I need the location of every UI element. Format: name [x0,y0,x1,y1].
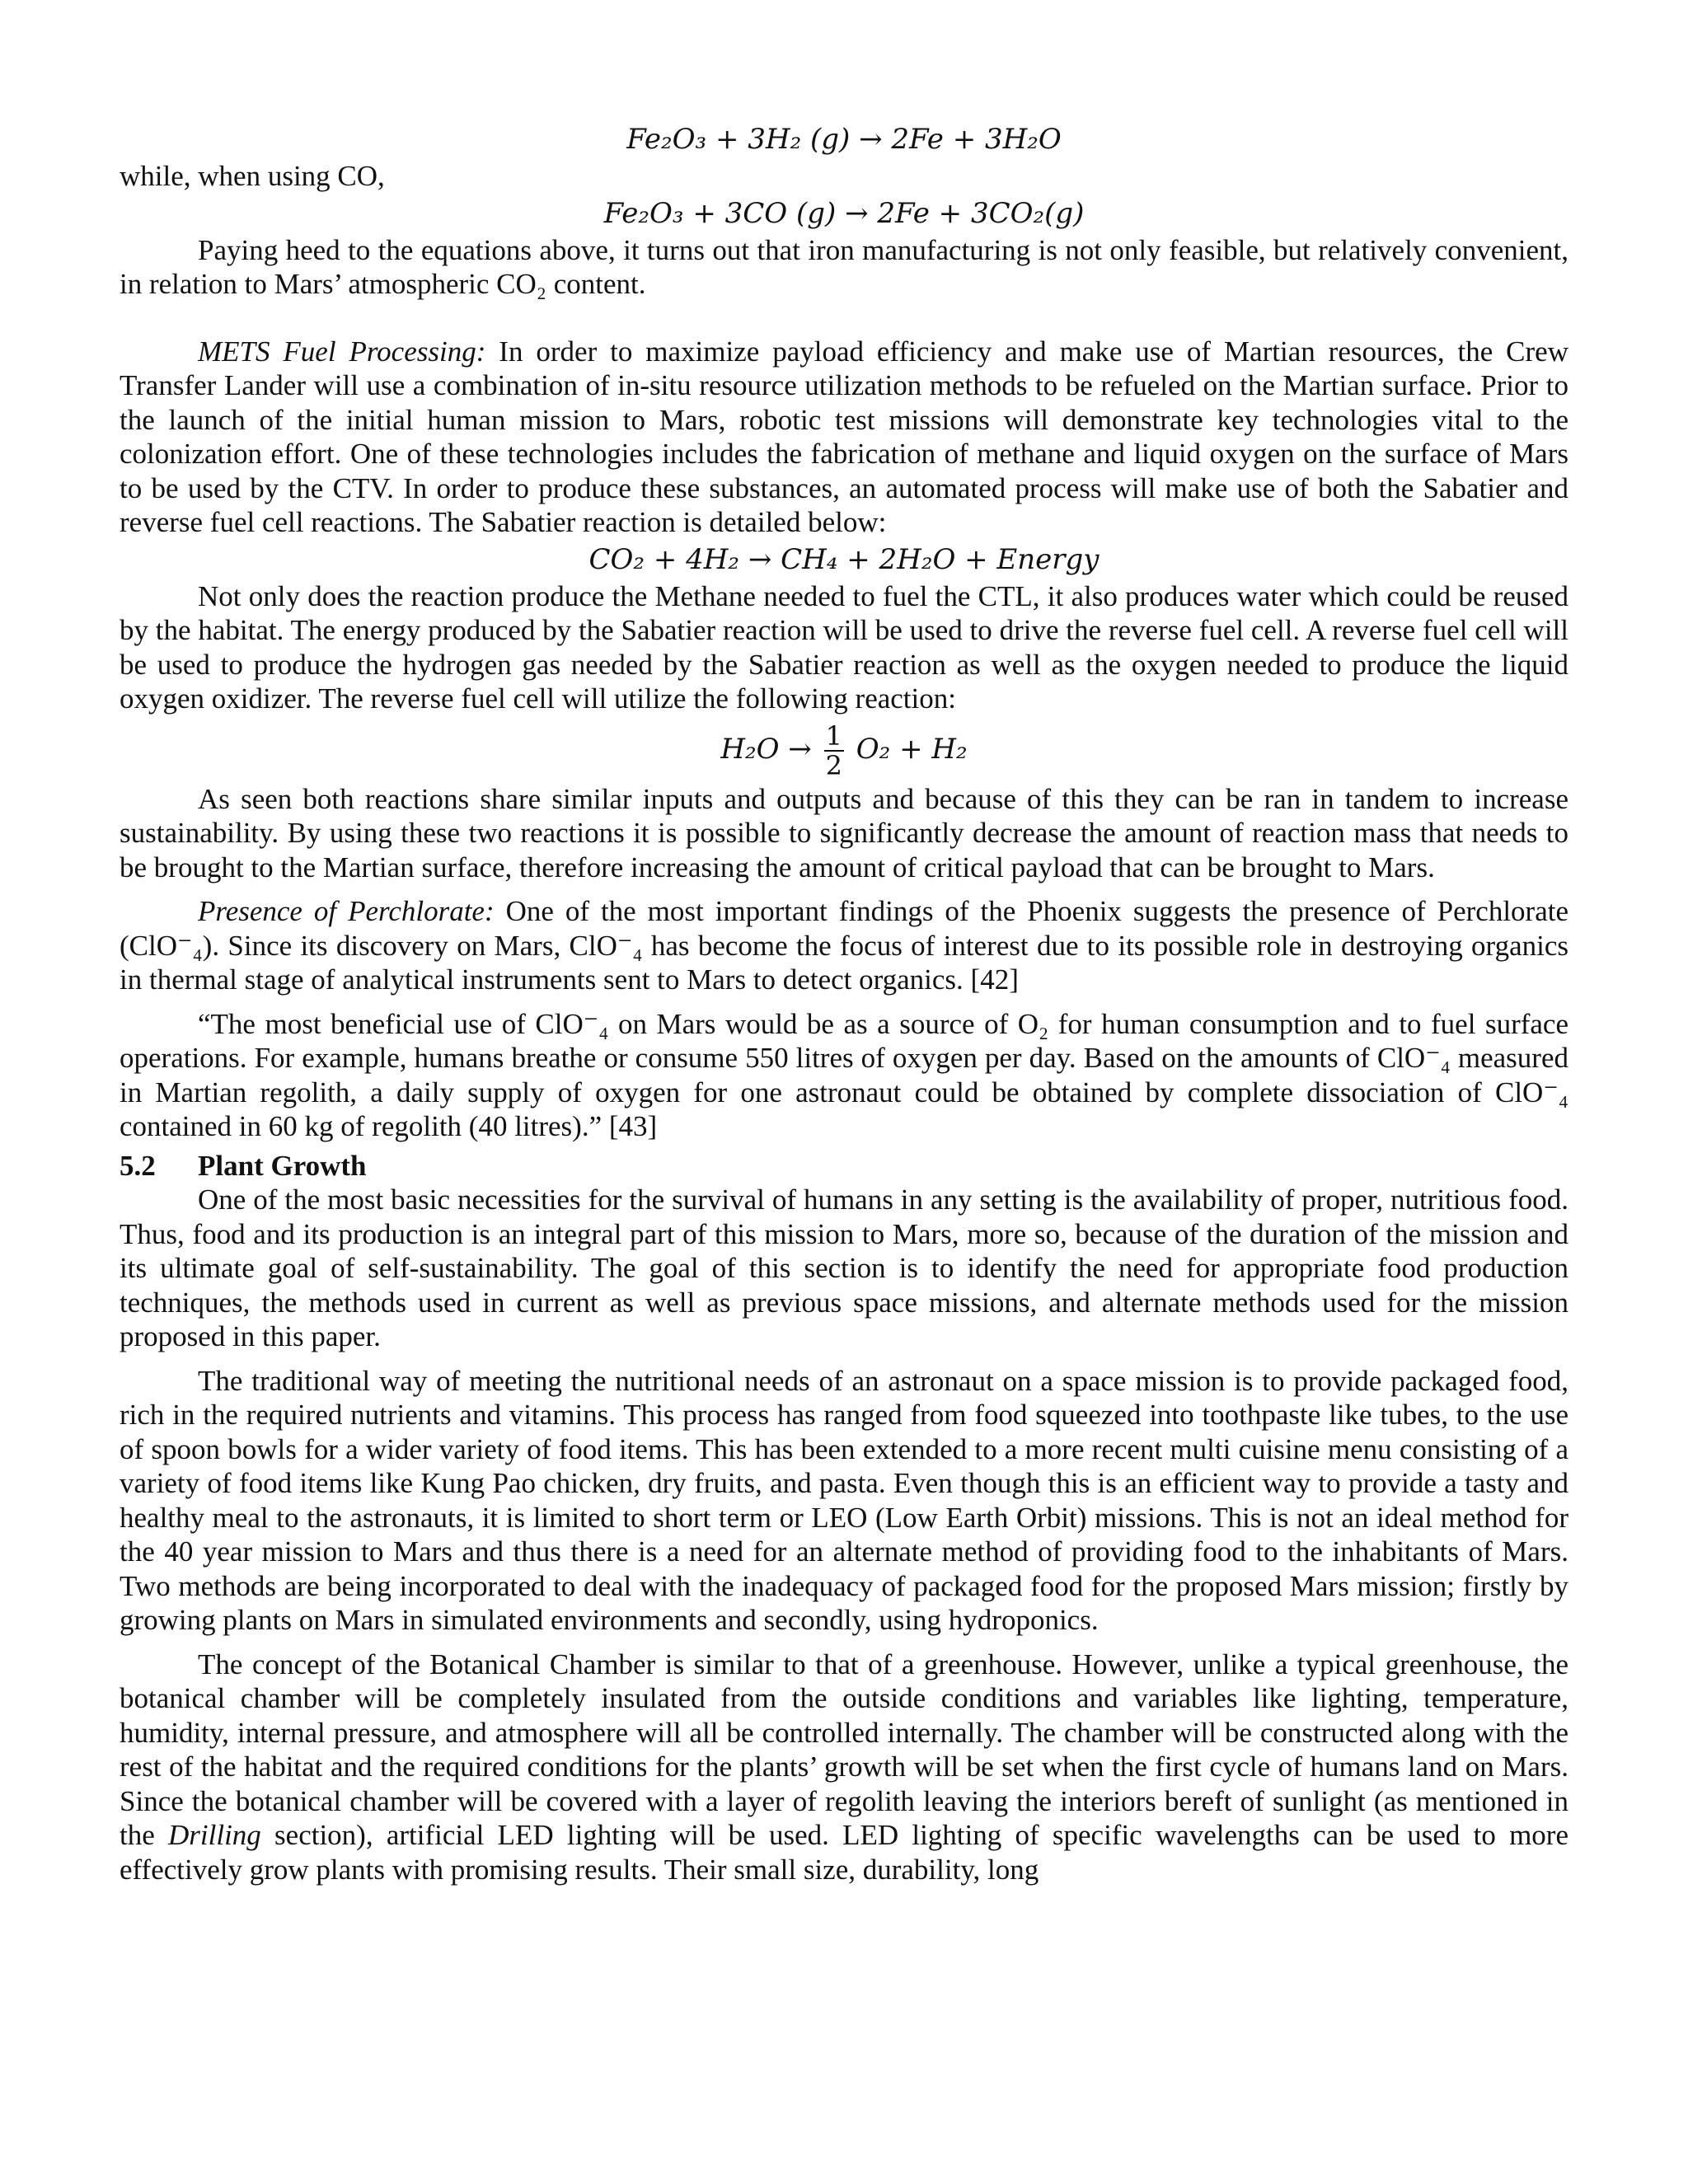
botanical-text-a: The concept of the Botanical Chamber is similar to that of a greenhouse. However, unlike a typical greenhouse, the botanical chamber will be completely insulated from the outside conditions and variables like lighting, temperature, humidity, internal pressure, and atmosphere will all be controlled internally. The chamber will be constructed along with the rest of the habitat and the required conditions for the plants’ growth will be set when the first cycle of humans land on Mars. Since the botanical chamber will be covered with a layer of regolith leaving the interiors bereft of sunlight (as mentioned in the [120,1647,1568,1851]
paragraph-food-necessity: One of the most basic necessities for the survival of humans in any setting is the availability of proper, nutritious food. Thus, food and its production is an integral part of this mission to Mars, more so, because of the duration of the mission and its ultimate goal of self-sustainability. The goal of this section is to identify the need for appropriate food production techniques, the methods used in current as well as previous space missions, and alternate methods used for the mission proposed in this paper. [120,1183,1568,1352]
fraction-numerator: 1 [825,719,842,752]
fraction-one-half [824,719,844,781]
paragraph-iron-feasible: Paying heed to the equations above, it turns out that iron manufacturing is not only feasible, but relatively convenient, in relation to Mars’ atmospheric CO₂ content. [120,233,1568,300]
paragraph-tandem-reactions: As seen both reactions share similar inputs and outputs and because of this they can be ran in tandem to increase sustainability. By using these two reactions it is possible to significantly decrease the amount of reaction mass that needs to be brought to the Martian surface, therefore increasing the amount of critical payload that can be brought to Mars. [120,782,1568,883]
equation-right: O₂ + H₂ [856,732,968,766]
section-number: 5.2 [120,1149,156,1182]
equation-left: H₂O → [720,732,812,766]
perchlorate-label: Presence of Perchlorate: [198,895,495,927]
paragraph-packaged-food: The traditional way of meeting the nutritional needs of an astronaut on a space mission is to provide packaged food, rich in the required nutrients and vitamins. This process has ranged from food squeezed into toothpaste like tubes, to the use of spoon bowls for a wider variety of food items. This has been extended to a more recent multi cuisine menu consisting of a variety of food items like Kung Pao chicken, dry fruits, and pasta. Even though this is an efficient way to provide a tasty and healthy meal to the astronauts, it is limited to short term or LEO (Low Earth Orbit) missions. This is not an ideal method for the 40 year mission to Mars and thus there is a need for an alternate method of providing food to the inhabitants of Mars. Two methods are being incorporated to deal with the inadequacy of packaged food for the proposed Mars mission; firstly by growing plants on Mars in simulated environments and secondly, using hydroponics. [120,1364,1568,1636]
paragraph-while-co: while, when using CO, [120,160,385,192]
equation-reverse-fuel-cell [120,716,1568,782]
botanical-text-b: section), artificial LED lighting will be used. LED lighting of specific wavelengths can be used to more effectively grow plants with promising results. Their small size, durability, long [120,1819,1568,1886]
equation-iron-hydrogen: Fe₂O₃ + 3H₂ (g) → 2Fe + 3H₂O [626,123,1062,156]
equation-sabatier: CO₂ + 4H₂ → CH₄ + 2H₂O + Energy [588,542,1100,576]
drilling-reference: Drilling [168,1819,261,1851]
paragraph-mets-fuel [120,335,1568,540]
section-heading [120,1149,1568,1183]
equation-iron-co: Fe₂O₃ + 3CO (g) → 2Fe + 3CO₂(g) [603,196,1085,230]
mets-fuel-label: METS Fuel Processing: [198,335,486,368]
perchlorate-text: One of the most important findings of the Phoenix suggests the presence of Perchlorate (ClO⁻₄). Since its discovery on Mars, ClO⁻₄ has become the focus of interest due to its possible role in destroying organics in thermal stage of analytical instruments sent to Mars to detect organics. [42] [120,895,1568,996]
paragraph-botanical-chamber [120,1647,1568,1887]
paragraph-perchlorate [120,894,1568,997]
section-title: Plant Growth [198,1149,367,1182]
paragraph-perchlorate-quote: “The most beneficial use of ClO⁻₄ on Mars would be as a source of O₂ for human consumption and to fuel surface operations. For example, humans breathe or consume 550 litres of oxygen per day. Based on the amounts of ClO⁻₄ measured in Martian regolith, a daily supply of oxygen for one astronaut could be obtained by complete dissociation of ClO⁻₄ contained in 60 kg of regolith (40 litres).” [43] [120,1007,1568,1142]
fraction-denominator: 2 [825,749,842,781]
mets-fuel-text: In order to maximize payload efficiency and make use of Martian resources, the Crew Transfer Lander will use a combination of in-situ resource utilization methods to be refueled on the Martian surface. Prior to the launch of the initial human mission to Mars, robotic test missions will demonstrate key technologies vital to the colonization effort. One of these technologies includes the fabrication of methane and liquid oxygen on the surface of Mars to be used by the CTV. In order to produce these substances, an automated process will make use of both the Sabatier and reverse fuel cell reactions. The Sabatier reaction is detailed below: [120,335,1568,538]
paragraph-sabatier-products: Not only does the reaction produce the Methane needed to fuel the CTL, it also produces water which could be reused by the habitat. The energy produced by the Sabatier reaction will be used to drive the reverse fuel cell. A reverse fuel cell will be used to produce the hydrogen gas needed by the Sabatier reaction as well as the oxygen needed to produce the liquid oxygen oxidizer. The reverse fuel cell will utilize the following reaction: [120,579,1568,715]
